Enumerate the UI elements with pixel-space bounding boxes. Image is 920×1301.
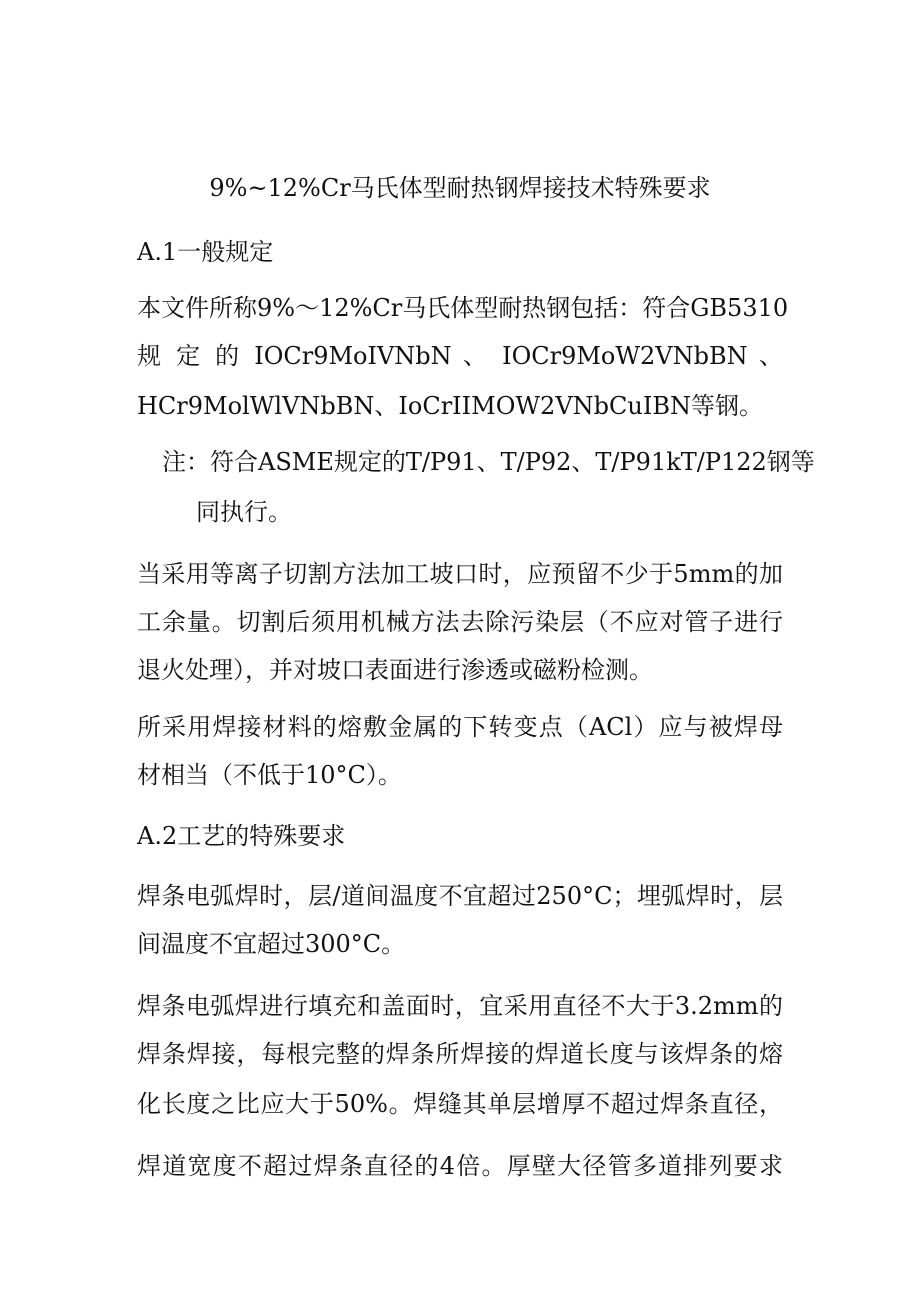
paragraph-line: 焊道宽度不超过焊条直径的4倍。厚壁大径管多道排列要求 (137, 1152, 783, 1180)
note-line: 注：符合ASME规定的T/P91、T/P92、T/P91kT/P122钢等 (162, 448, 815, 476)
paragraph-line: 工余量。切割后须用机械方法去除污染层（不应对管子进行 (137, 608, 783, 636)
paragraph-line: 材相当（不低于10°C）。 (137, 761, 402, 789)
paragraph-line: 所采用焊接材料的熔敷金属的下转变点（ACl）应与被焊母 (137, 713, 783, 741)
paragraph-line: 本文件所称9%～12%Cr马氏体型耐热钢包括：符合GB5310 (137, 294, 789, 322)
paragraph-line: 间温度不宜超过300°C。 (137, 930, 406, 958)
paragraph-line: 化长度之比应大于50%。焊缝其单层增厚不超过焊条直径， (137, 1090, 783, 1118)
paragraph-line: 焊条电弧焊进行填充和盖面时，宜采用直径不大于3.2mm的 (137, 992, 783, 1020)
paragraph-line: 规 定 的 IOCr9MoIVNbN 、 IOCr9MoW2VNbBN 、 (137, 342, 783, 370)
paragraph-line: 焊条电弧焊时，层/道间温度不宜超过250°C；埋弧焊时，层 (137, 882, 783, 910)
paragraph-line: 退火处理），并对坡口表面进行渗透或磁粉检测。 (137, 656, 653, 684)
section-heading-a2: A.2工艺的特殊要求 (137, 822, 346, 850)
paragraph-line: HCr9MolWlVNbBN、IoCrIIMOW2VNbCuIBN等钢。 (137, 392, 763, 420)
paragraph-line: 焊条焊接，每根完整的焊条所焊接的焊道长度与该焊条的熔 (137, 1040, 783, 1068)
section-heading-a1: A.1一般规定 (137, 238, 274, 266)
note-line: 同执行。 (196, 498, 292, 526)
document-title: 9%~12%Cr马氏体型耐热钢焊接技术特殊要求 (209, 174, 711, 202)
paragraph-line: 当采用等离子切割方法加工坡口时，应预留不少于5mm的加 (137, 560, 783, 588)
